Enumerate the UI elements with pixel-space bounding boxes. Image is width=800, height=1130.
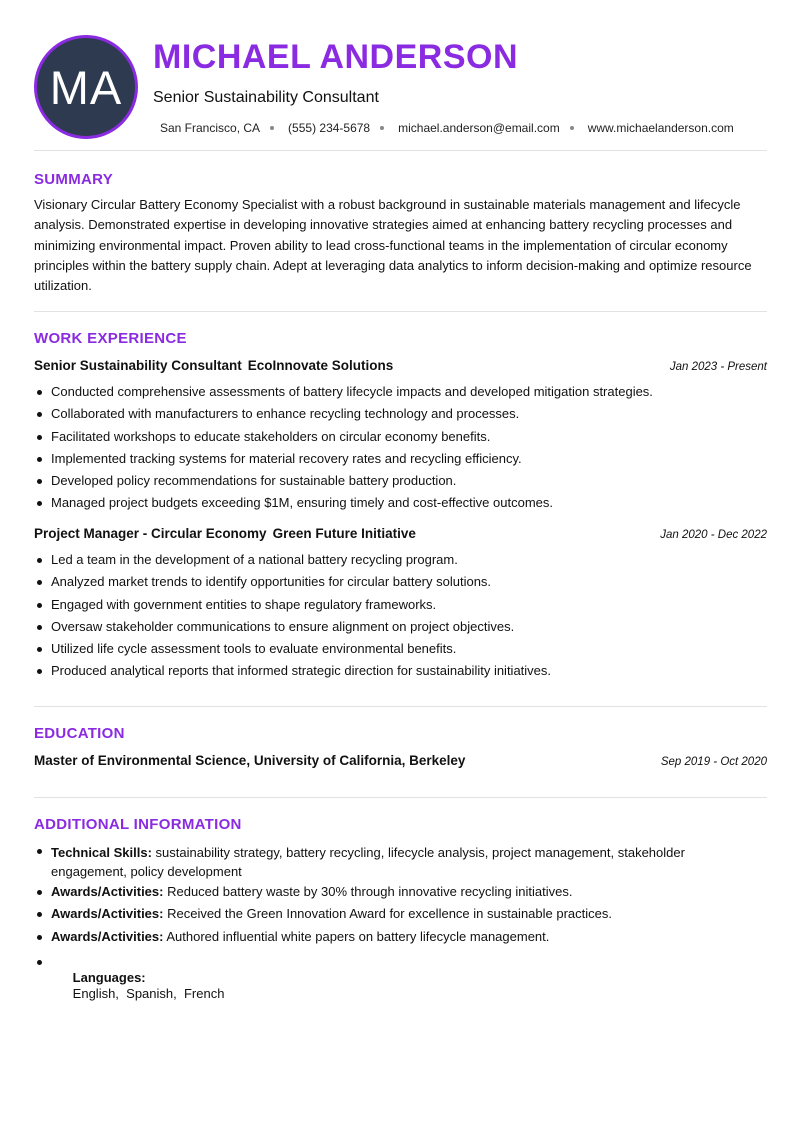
contact-phone: (555) 234-5678 — [288, 121, 371, 135]
job-bullets — [34, 552, 767, 686]
list-item — [34, 929, 724, 945]
job-role-company — [34, 358, 393, 373]
job-header — [34, 526, 767, 541]
item-text: sustainability strategy, battery recycling, lifecycle analysis, project management, stakeholder engagement, policy development — [51, 845, 685, 879]
job-role-company — [34, 526, 416, 541]
item-label: Technical Skills: — [51, 845, 152, 860]
job-company: Green Future Initiative — [272, 526, 416, 541]
contact-separator-dot — [570, 126, 574, 130]
contact-location: San Francisco, CA — [160, 121, 261, 135]
list-item: Collaborated with manufacturers to enhance recycling technology and processes. — [34, 406, 767, 422]
list-item: Utilized life cycle assessment tools to evaluate environmental benefits. — [34, 641, 767, 657]
job-header — [34, 358, 767, 373]
job-role: Project Manager - Circular Economy — [34, 526, 267, 541]
summary-heading: SUMMARY — [34, 171, 114, 188]
contact-email: michael.anderson@email.com — [398, 121, 560, 135]
contact-row — [160, 121, 734, 135]
list-item — [34, 906, 724, 922]
job-bullets — [34, 384, 767, 518]
list-item: Engaged with government entities to shape regulatory frameworks. — [34, 597, 767, 613]
avatar-initials: MA — [49, 60, 123, 114]
candidate-name: MICHAEL ANDERSON — [153, 38, 519, 76]
list-item: Analyzed market trends to identify opportunities for circular battery solutions. — [34, 574, 767, 590]
item-text: English, Spanish, French — [72, 985, 225, 1001]
contact-separator-dot — [380, 126, 384, 130]
item-text: Received the Green Innovation Award for excellence in sustainable practices. — [167, 906, 613, 922]
list-item: Led a team in the development of a national battery recycling program. — [34, 552, 767, 568]
work-experience-heading: WORK EXPERIENCE — [34, 330, 187, 347]
education-heading: EDUCATION — [34, 725, 125, 742]
list-item: Conducted comprehensive assessments of battery lifecycle impacts and developed mitigation strategies. — [34, 384, 767, 400]
list-item — [34, 954, 724, 1018]
job-date: Jan 2020 - Dec 2022 — [660, 529, 767, 541]
list-item — [34, 884, 724, 900]
contact-website: www.michaelanderson.com — [587, 121, 734, 135]
item-label: Awards/Activities: — [51, 906, 164, 922]
job-role: Senior Sustainability Consultant — [34, 358, 242, 373]
item-text: Authored influential white papers on battery lifecycle management. — [166, 928, 550, 944]
list-item: Implemented tracking systems for material recovery rates and recycling efficiency. — [34, 451, 767, 467]
section-divider — [34, 797, 767, 798]
list-item: Oversaw stakeholder communications to ensure alignment on project objectives. — [34, 619, 767, 635]
list-item: Facilitated workshops to educate stakeholders on circular economy benefits. — [34, 429, 767, 445]
additional-info-list — [34, 843, 724, 1024]
item-label: Awards/Activities: — [51, 884, 164, 899]
list-item: Developed policy recommendations for sustainable battery production. — [34, 473, 767, 489]
education-date: Sep 2019 - Oct 2020 — [660, 756, 767, 768]
list-item: Managed project budgets exceeding $1M, ensuring timely and cost-effective outcomes. — [34, 495, 767, 511]
section-divider — [34, 311, 767, 312]
list-item — [34, 843, 724, 881]
additional-info-heading: ADDITIONAL INFORMATION — [34, 816, 242, 833]
candidate-title: Senior Sustainability Consultant — [153, 89, 379, 106]
section-divider — [34, 706, 767, 707]
summary-text: Visionary Circular Battery Economy Specialist with a robust background in sustainable materials management and lifecycle analysis. Demonstrated expertise in developing innovative strategies aimed at enhancing battery recycling processes and minimizing environmental impact. Proven ability to lead cross-functional teams in the implementation of circular economy principles within the battery supply chain. Adept at leveraging data analytics to inform decision-making and optimize resource utilization. — [34, 197, 752, 294]
section-divider — [34, 150, 767, 151]
avatar — [34, 35, 138, 139]
job-company: EcoInnovate Solutions — [247, 358, 394, 373]
list-item: Produced analytical reports that informed strategic direction for sustainability initiatives. — [34, 663, 767, 679]
contact-separator-dot — [270, 126, 274, 130]
item-text: Reduced battery waste by 30% through innovative recycling initiatives. — [167, 884, 573, 899]
item-label: Languages: — [72, 969, 146, 985]
education-entry — [34, 753, 767, 768]
education-degree: Master of Environmental Science, University of California, Berkeley — [34, 753, 466, 768]
item-label: Awards/Activities: — [51, 928, 164, 944]
job-date: Jan 2023 - Present — [669, 361, 767, 373]
